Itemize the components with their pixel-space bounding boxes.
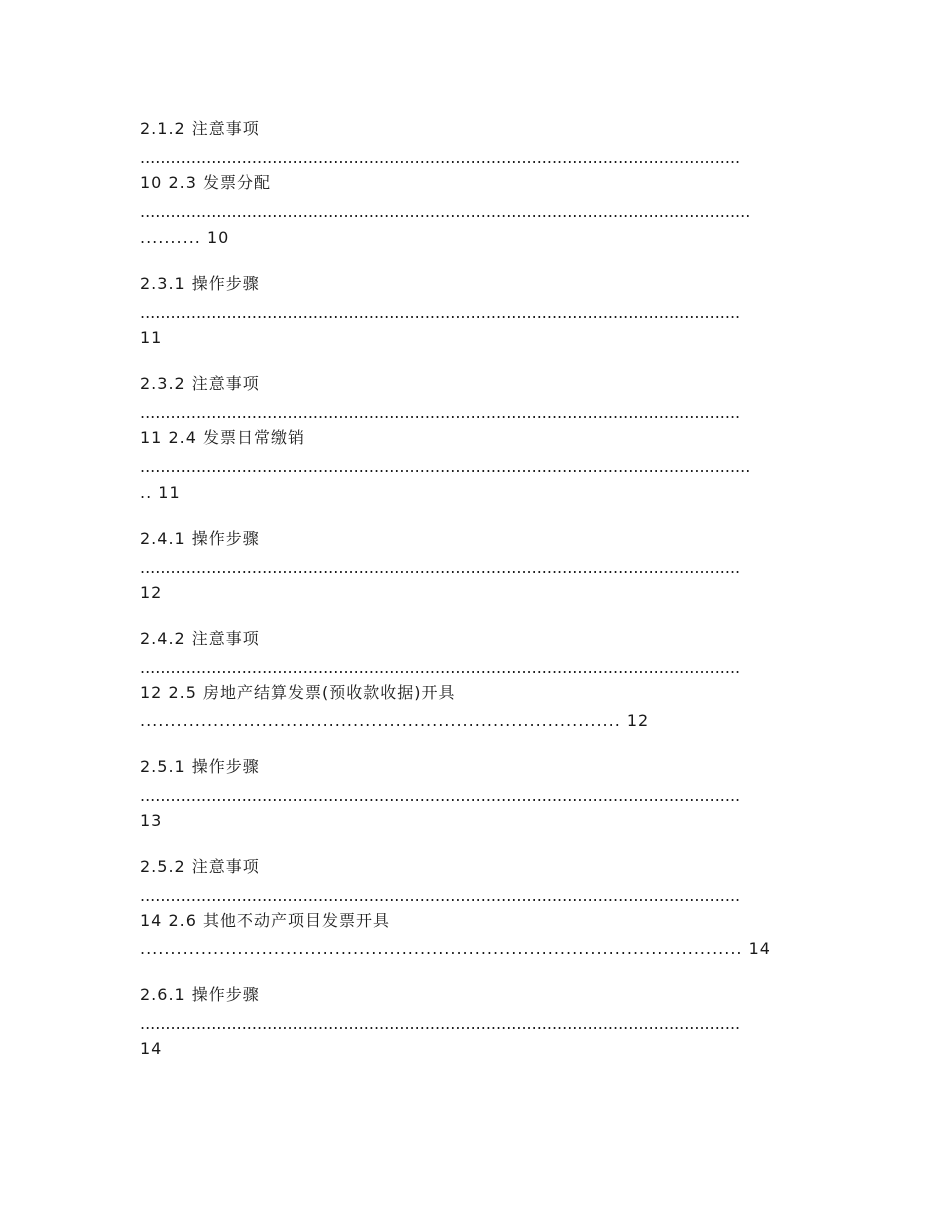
toc-leader: ........................................................................................................................: [140, 202, 751, 221]
toc-heading: 2.1.2 注意事项: [140, 119, 260, 138]
toc-heading: 2.5.1 操作步骤: [140, 757, 260, 776]
toc-leader: ......................................................................................................................: [140, 558, 741, 577]
toc-page-number: 14: [140, 1039, 163, 1058]
toc-leader: ......................................................................................................................: [140, 786, 741, 805]
toc-leader-with-page: ............................................................................... 12: [140, 711, 650, 730]
toc-page-number: .......... 10: [140, 228, 230, 247]
toc-heading: 2.4.2 注意事项: [140, 629, 260, 648]
toc-page-number: 13: [140, 811, 163, 830]
toc-page-number: 12: [140, 583, 163, 602]
toc-page-and-heading: 10 2.3 发票分配: [140, 173, 271, 192]
toc-page-and-heading: 14 2.6 其他不动产项目发票开具: [140, 911, 390, 930]
toc-heading: 2.3.2 注意事项: [140, 374, 260, 393]
toc-leader: ......................................................................................................................: [140, 148, 741, 167]
toc-leader-with-page: ................................................................................................... 14: [140, 939, 771, 958]
toc-page-number: .. 11: [140, 483, 181, 502]
toc-heading: 2.6.1 操作步骤: [140, 985, 260, 1004]
toc-heading: 2.5.2 注意事项: [140, 857, 260, 876]
toc-leader: ......................................................................................................................: [140, 658, 741, 677]
toc-heading: 2.4.1 操作步骤: [140, 529, 260, 548]
toc-leader: ........................................................................................................................: [140, 457, 751, 476]
toc-page-and-heading: 11 2.4 发票日常缴销: [140, 428, 305, 447]
toc-leader: ......................................................................................................................: [140, 303, 741, 322]
toc-leader: ......................................................................................................................: [140, 403, 741, 422]
toc-leader: ......................................................................................................................: [140, 1014, 741, 1033]
toc-heading: 2.3.1 操作步骤: [140, 274, 260, 293]
toc-leader: ......................................................................................................................: [140, 886, 741, 905]
toc-page-and-heading: 12 2.5 房地产结算发票(预收款收据)开具: [140, 683, 456, 702]
toc-page-number: 11: [140, 328, 163, 347]
